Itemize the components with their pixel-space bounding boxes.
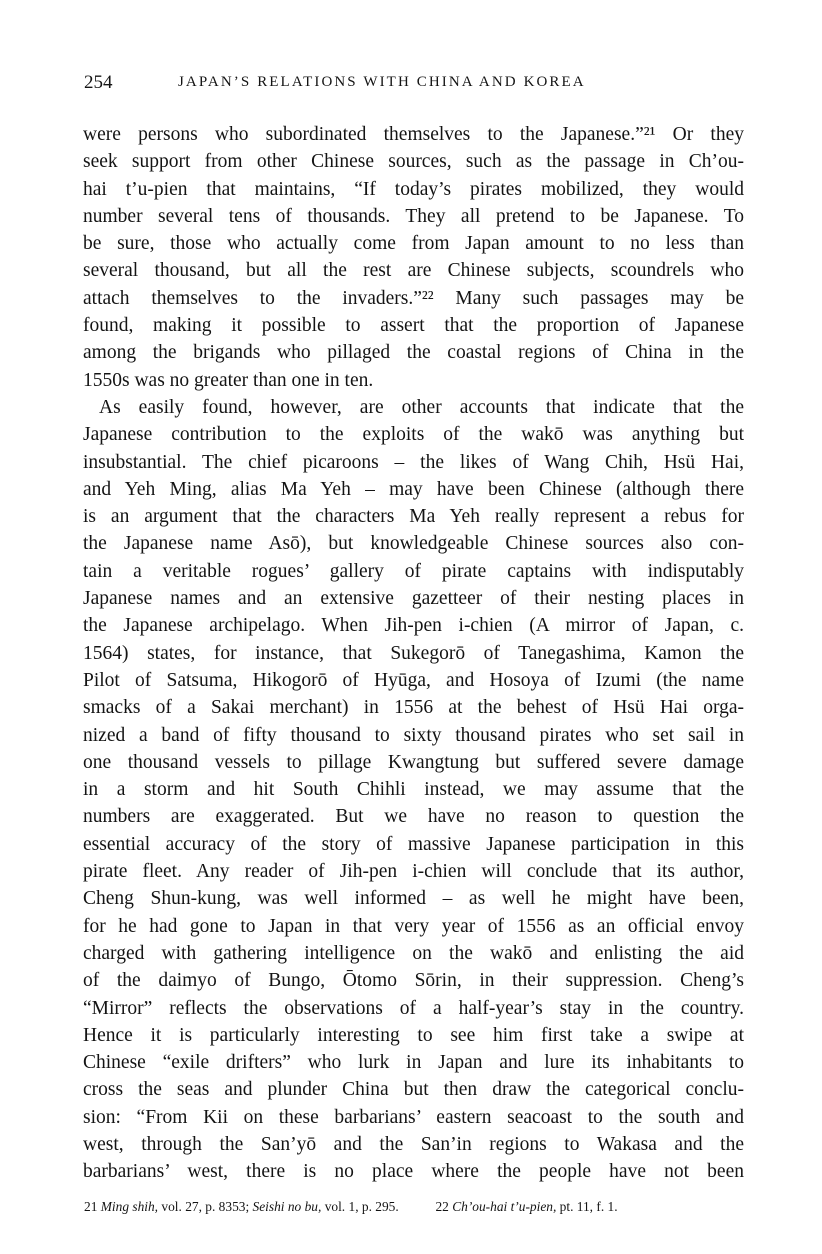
text-line: seek support from other Chinese sources, such as the passage in Ch’ou- [83,151,744,173]
text-line: and Yeh Ming, alias Ma Yeh – may have been Chinese (although there [83,478,744,500]
text-line: one thousand vessels to pillage Kwangtung but suffered severe damage [83,751,744,773]
text-line: Japanese contribution to the exploits of the wakō was anything but [83,424,744,446]
text-line: west, through the San’yō and the San’in regions to Wakasa and the [83,1133,744,1155]
footnote-source-ref: vol. 1, p. 295. [321,1199,399,1214]
text-line: the Japanese archipelago. When Jih-pen i-chien (A mirror of Japan, c. [83,615,744,637]
footnote-source-title: Ming shih, [100,1199,159,1214]
text-line: 1550s was no greater than one in ten. [83,369,374,391]
text-line: attach themselves to the invaders.”²² Many such passages may be [83,287,744,309]
body-text [83,121,744,1186]
text-line: nized a band of fifty thousand to sixty thousand pirates who set sail in [83,724,744,746]
text-line: charged with gathering intelligence on the wakō and enlisting the aid [83,942,744,964]
text-line: insubstantial. The chief picaroons – the likes of Wang Chih, Hsü Hai, [83,451,744,473]
text-line: of the daimyo of Bungo, Ōtomo Sōrin, in their suppression. Cheng’s [83,970,744,992]
text-line: were persons who subordinated themselves to the Japanese.”²¹ Or they [83,124,744,145]
running-title: JAPAN’S RELATIONS WITH CHINA AND KOREA [178,74,586,90]
running-header [84,72,744,98]
text-line: number several tens of thousands. They all pretend to be Japanese. To [83,205,744,227]
footnote-source-ref: pt. 11, f. 1. [556,1199,618,1214]
text-line: essential accuracy of the story of massive Japanese participation in this [83,833,744,855]
footnotes [84,1199,618,1215]
footnote-number: 22 [435,1199,449,1214]
text-line: for he had gone to Japan in that very year of 1556 as an official envoy [83,915,744,937]
text-line: 1564) states, for instance, that Sukegorō of Tanegashima, Kamon the [83,642,744,664]
text-line: smacks of a Sakai merchant) in 1556 at the behest of Hsü Hai orga- [83,697,744,719]
text-line: in a storm and hit South Chihli instead, we may assume that the [83,779,744,801]
text-line: Pilot of Satsuma, Hikogorō of Hyūga, and Hosoya of Izumi (the name [83,669,744,691]
footnote-number: 21 [84,1199,98,1214]
text-line: As easily found, however, are other accounts that indicate that the [99,396,744,418]
footnote-21 [84,1199,402,1214]
footnote-22 [432,1199,618,1214]
text-line: sion: “From Kii on these barbarians’ eastern seacoast to the south and [83,1106,744,1128]
text-line: Cheng Shun-kung, was well informed – as well he might have been, [83,888,744,910]
page-number: 254 [84,72,113,93]
footnote-source-title: Ch’ou-hai t’u-pien, [452,1199,557,1214]
text-line: is an argument that the characters Ma Yeh really represent a rebus for [83,506,744,528]
text-line: the Japanese name Asō), but knowledgeable Chinese sources also con- [83,533,744,555]
text-line: hai t’u-pien that maintains, “If today’s pirates mobilized, they would [83,178,744,200]
text-line: numbers are exaggerated. But we have no reason to question the [83,806,744,828]
text-line: “Mirror” reflects the observations of a half-year’s stay in the country. [83,997,744,1019]
text-line: found, making it possible to assert that the proportion of Japanese [83,315,744,337]
footnote-source-title: Seishi no bu, [252,1199,322,1214]
text-line: pirate fleet. Any reader of Jih-pen i-chien will conclude that its author, [83,861,744,883]
text-line: Japanese names and an extensive gazetteer of their nesting places in [83,588,744,610]
text-line: among the brigands who pillaged the coastal regions of China in the [83,342,744,364]
text-line: Chinese “exile drifters” who lurk in Japan and lure its inhabitants to [83,1052,744,1074]
text-line: tain a veritable rogues’ gallery of pirate captains with indisputably [83,560,744,582]
text-line: barbarians’ west, there is no place where the people have not been [83,1161,744,1183]
text-line: several thousand, but all the rest are Chinese subjects, scoundrels who [83,260,744,282]
text-line: cross the seas and plunder China but then draw the categorical conclu- [83,1079,744,1101]
text-line: be sure, those who actually come from Japan amount to no less than [83,233,744,255]
footnote-source-ref: vol. 27, p. 8353; [158,1199,253,1214]
text-line: Hence it is particularly interesting to see him first take a swipe at [83,1024,744,1046]
